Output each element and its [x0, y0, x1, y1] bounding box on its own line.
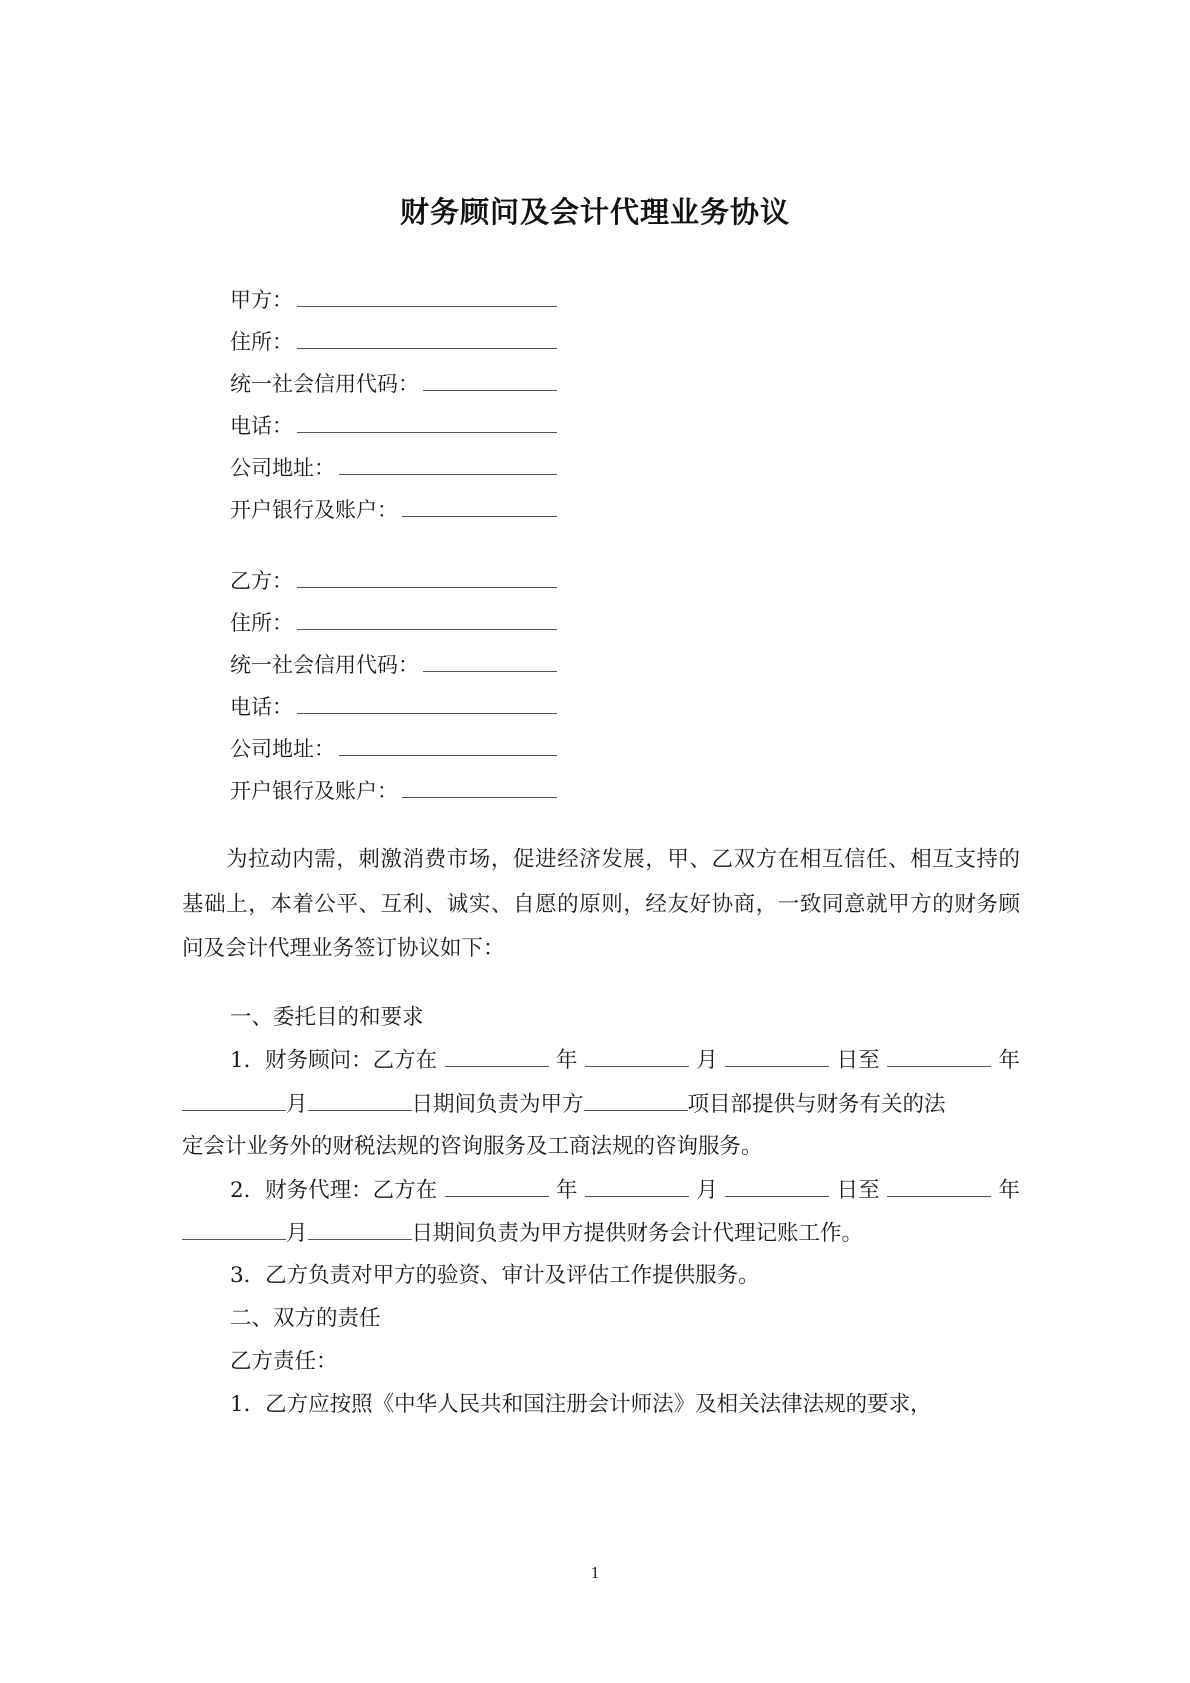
field-label: 统一社会信用代码：: [230, 372, 419, 396]
section-2-heading: [230, 1303, 1020, 1335]
party-b-name-field[interactable]: [230, 565, 557, 595]
field-label: 电话：: [230, 695, 293, 719]
blank-line[interactable]: [297, 284, 557, 307]
party-b-phone-field[interactable]: [230, 691, 557, 721]
month-label: 月: [696, 1048, 718, 1073]
party-a-residence-field[interactable]: [230, 326, 557, 356]
item-text: 1．乙方应按照《中华人民共和国注册会计师法》及相关法律法规的要求，: [230, 1392, 932, 1417]
year-label: 年: [998, 1178, 1020, 1203]
month-label: 月: [696, 1178, 718, 1203]
blank-line[interactable]: [297, 410, 557, 433]
item-2-line-1: [230, 1174, 1020, 1206]
party-b-bank-field[interactable]: [230, 775, 557, 805]
item-text: 定会计业务外的财税法规的咨询服务及工商法规的咨询服务。: [182, 1134, 763, 1159]
month-label: 月: [286, 1092, 308, 1117]
field-label: 甲方：: [230, 288, 293, 312]
month-label: 月: [286, 1221, 308, 1246]
item-text: 3．乙方负责对甲方的验资、审计及评估工作提供服务。: [230, 1263, 760, 1288]
blank-year[interactable]: [445, 1174, 549, 1197]
item-text: 1．财务顾问：乙方在: [230, 1048, 438, 1073]
year-label: 年: [998, 1048, 1020, 1073]
item-3: [230, 1260, 1020, 1292]
party-b-address-field[interactable]: [230, 733, 557, 763]
preamble-paragraph: 为拉动内需，刺激消费市场，促进经济发展，甲、乙双方在相互信任、相互支持的基础上，本着公平、互利、诚实、自愿的原则，经友好协商，一致同意就甲方的财务顾问及会计代理业务签订协议如下：: [182, 847, 1020, 961]
blank-line[interactable]: [297, 691, 557, 714]
blank-year[interactable]: [445, 1044, 549, 1067]
blank-project[interactable]: [584, 1088, 688, 1111]
party-a-credit-code-field[interactable]: [230, 368, 557, 398]
blank-line[interactable]: [402, 775, 557, 798]
field-label: 公司地址：: [230, 737, 335, 761]
party-a-address-field[interactable]: [230, 452, 557, 482]
day-to-label: 日至: [836, 1178, 880, 1203]
field-label: 电话：: [230, 414, 293, 438]
blank-month[interactable]: [585, 1044, 689, 1067]
page-number: 1: [590, 1563, 600, 1582]
day-to-label: 日至: [836, 1048, 880, 1073]
party-a-name-field[interactable]: [230, 284, 557, 314]
field-label: 乙方：: [230, 569, 293, 593]
party-b-duties-heading: [230, 1346, 1020, 1378]
blank-day-2[interactable]: [308, 1088, 412, 1111]
field-label: 开户银行及账户：: [230, 498, 398, 522]
blank-line[interactable]: [339, 452, 557, 475]
section-1-heading: [230, 1002, 1020, 1034]
field-label: 住所：: [230, 330, 293, 354]
field-label: 住所：: [230, 611, 293, 635]
blank-line[interactable]: [297, 565, 557, 588]
blank-line[interactable]: [339, 733, 557, 756]
party-a-phone-field[interactable]: [230, 410, 557, 440]
item-text: 日期间负责为甲方: [411, 1092, 584, 1117]
item-text: 项目部提供与财务有关的法: [687, 1092, 946, 1117]
document-title: 财务顾问及会计代理业务协议: [399, 195, 790, 229]
field-label: 统一社会信用代码：: [230, 653, 419, 677]
item-text: 日期间负责为甲方提供财务会计代理记账工作。: [411, 1221, 864, 1246]
blank-day[interactable]: [725, 1044, 829, 1067]
field-label: 开户银行及账户：: [230, 779, 398, 803]
blank-line[interactable]: [402, 494, 557, 517]
blank-year-2[interactable]: [887, 1044, 991, 1067]
item-text: 2．财务代理：乙方在: [230, 1178, 438, 1203]
blank-month-2[interactable]: [182, 1217, 286, 1240]
year-label: 年: [556, 1048, 578, 1073]
item-1-line-3: [182, 1131, 1020, 1163]
heading-text: 二、双方的责任: [230, 1306, 381, 1331]
heading-text: 一、委托目的和要求: [230, 1005, 424, 1030]
party-a-bank-field[interactable]: [230, 494, 557, 524]
heading-text: 乙方责任：: [230, 1349, 338, 1374]
blank-line[interactable]: [297, 326, 557, 349]
party-b-credit-code-field[interactable]: [230, 649, 557, 679]
blank-year-2[interactable]: [887, 1174, 991, 1197]
duty-item-1: [230, 1389, 1020, 1421]
blank-line[interactable]: [423, 368, 557, 391]
blank-day[interactable]: [725, 1174, 829, 1197]
blank-line[interactable]: [297, 607, 557, 630]
field-label: 公司地址：: [230, 456, 335, 480]
year-label: 年: [556, 1178, 578, 1203]
blank-day-2[interactable]: [308, 1217, 412, 1240]
item-1-line-2: [182, 1088, 1020, 1120]
blank-month-2[interactable]: [182, 1088, 286, 1111]
party-b-residence-field[interactable]: [230, 607, 557, 637]
item-2-line-2: [182, 1217, 1020, 1249]
item-1-line-1: [230, 1044, 1020, 1076]
blank-month[interactable]: [585, 1174, 689, 1197]
blank-line[interactable]: [423, 649, 557, 672]
